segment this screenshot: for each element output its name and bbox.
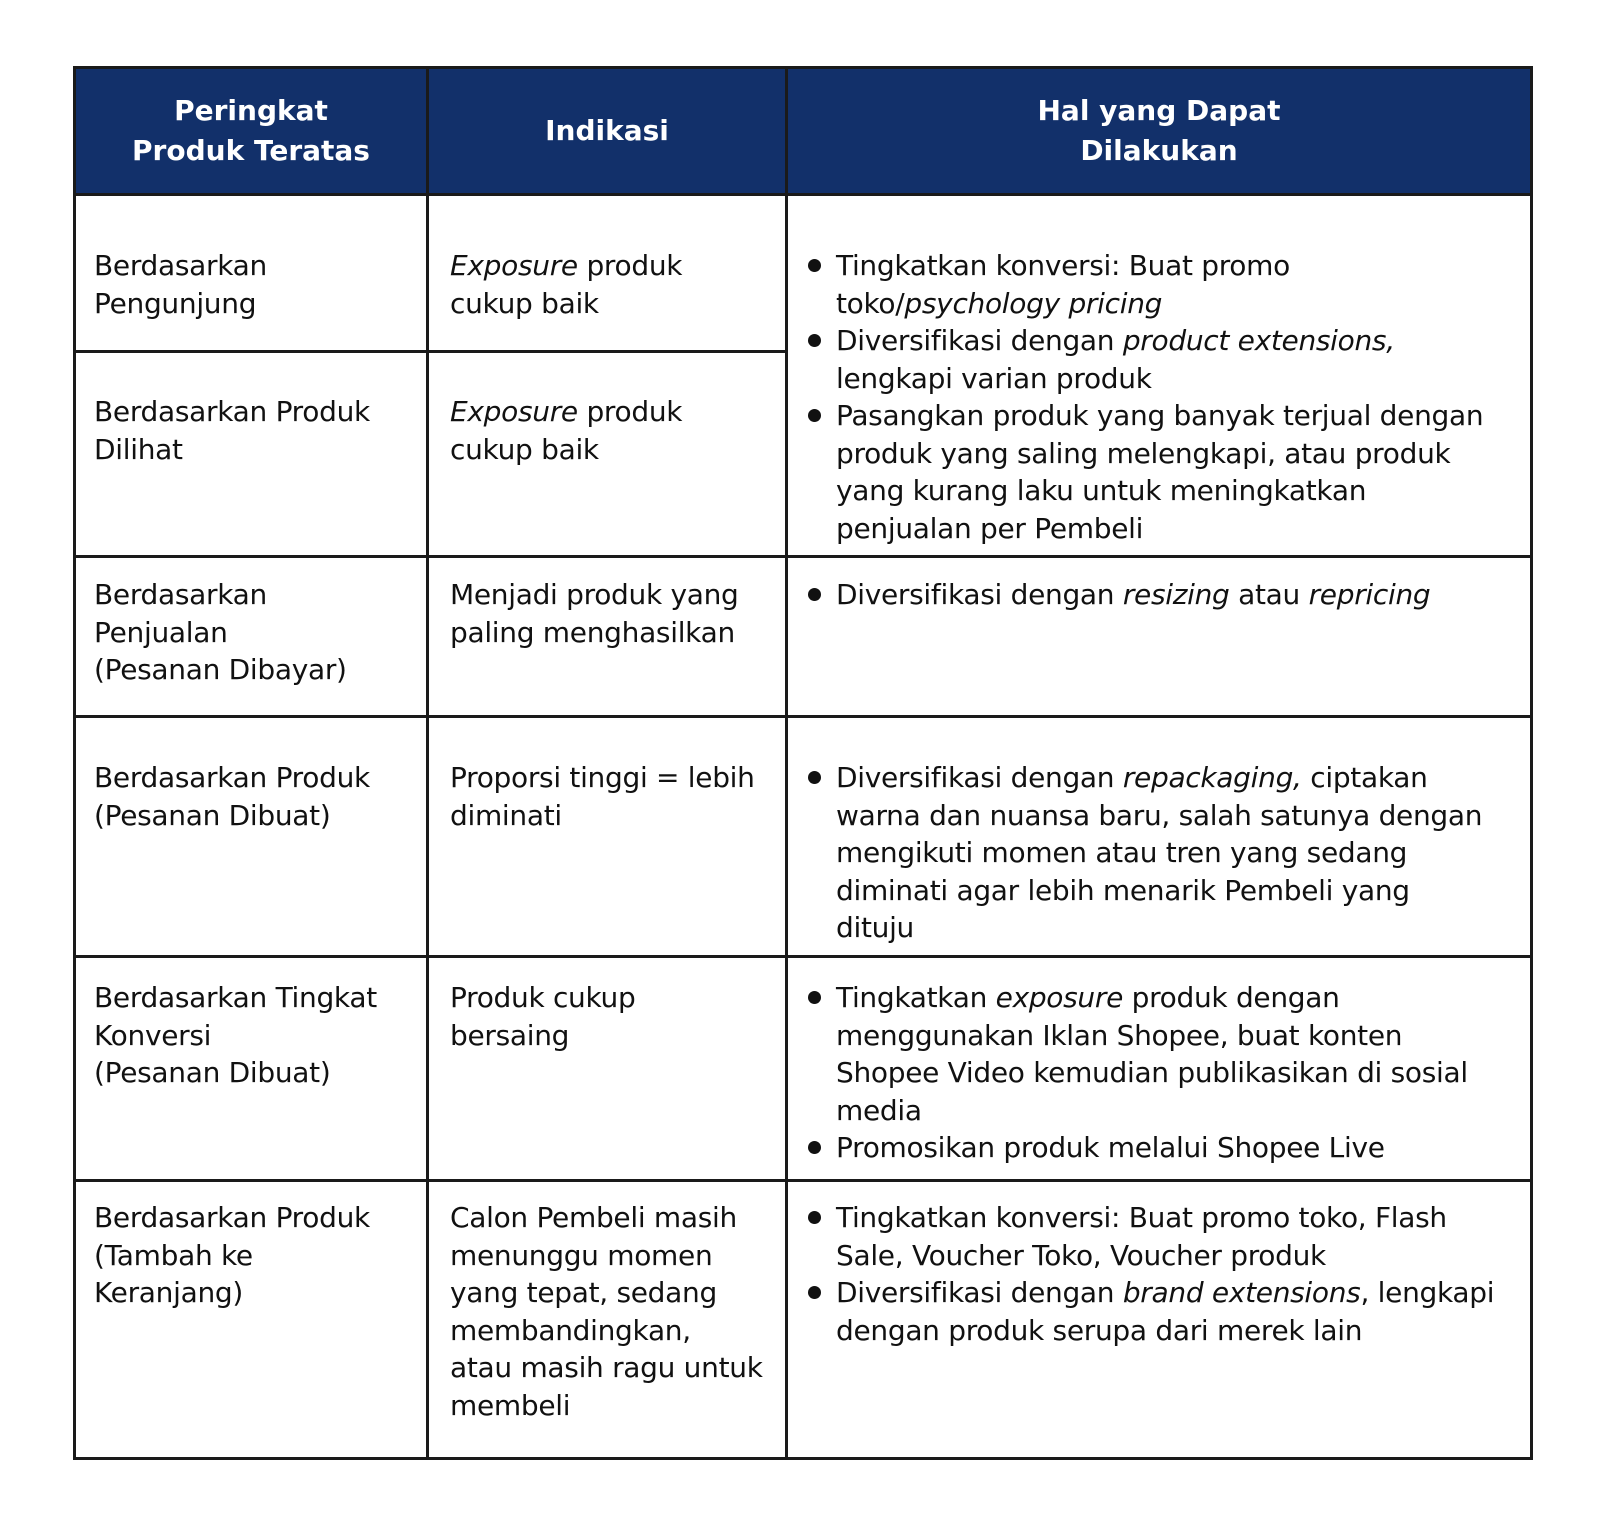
bullet-icon <box>808 588 821 601</box>
row-divider <box>76 350 788 353</box>
row-indication-cart: Calon Pembeli masih menunggu momen yang tepat, sedang membandingkan, atau masih ragu untuk membeli <box>450 1201 763 1422</box>
bullet-icon <box>808 1211 821 1224</box>
bullet-icon <box>808 259 821 272</box>
actions-group-exposure <box>808 247 1508 547</box>
list-item: Tingkatkan konversi: Buat promo toko/psychology pricing <box>808 247 1508 322</box>
row-criteria-cart: Berdasarkan Produk (Tambah ke Keranjang) <box>94 1201 370 1309</box>
actions-group-sales <box>808 576 1508 614</box>
bullet-icon <box>808 334 821 347</box>
row-indication-conversion: Produk cukup bersaing <box>450 981 636 1052</box>
row-indication-sales: Menjadi produk yang paling menghasilkan <box>450 578 739 649</box>
row-indication-orders: Proporsi tinggi = lebih diminati <box>450 761 755 832</box>
list-item: Diversifikasi dengan repackaging, ciptakan warna dan nuansa baru, salah satunya dengan mengikuti momen atau tren yang sedang diminati agar lebih menarik Pembeli yang dituju <box>808 759 1508 947</box>
row-criteria-viewed: Berdasarkan Produk Dilihat <box>94 395 370 466</box>
row-divider <box>76 555 1530 558</box>
row-indication-viewed: Exposure produk cukup baik <box>450 395 683 466</box>
row-criteria-sales: Berdasarkan Penjualan (Pesanan Dibayar) <box>94 578 347 686</box>
bullet-icon <box>808 409 821 422</box>
list-item: Promosikan produk melalui Shopee Live <box>808 1129 1508 1167</box>
row-divider <box>76 1179 1530 1182</box>
column-divider <box>785 69 788 1460</box>
header-cell-indication: Indikasi <box>545 114 669 147</box>
actions-group-cart <box>808 1199 1508 1349</box>
list-item: Diversifikasi dengan brand extensions, lengkapi dengan produk serupa dari merek lain <box>808 1274 1508 1349</box>
row-divider <box>76 955 1530 958</box>
row-criteria-orders: Berdasarkan Produk (Pesanan Dibuat) <box>94 761 370 832</box>
list-item: Diversifikasi dengan product extensions, lengkapi varian produk <box>808 322 1508 397</box>
comparison-table <box>73 66 1533 1460</box>
row-divider <box>76 715 1530 718</box>
actions-group-conversion <box>808 979 1508 1167</box>
bullet-icon <box>808 1286 821 1299</box>
row-criteria-conversion: Berdasarkan Tingkat Konversi (Pesanan Dibuat) <box>94 981 377 1089</box>
bullet-icon <box>808 1141 821 1154</box>
header-cell-rank: Peringkat Produk Teratas <box>132 94 370 167</box>
list-item: Tingkatkan konversi: Buat promo toko, Flash Sale, Voucher Toko, Voucher produk <box>808 1199 1508 1274</box>
list-item: Tingkatkan exposure produk dengan menggunakan Iklan Shopee, buat konten Shopee Video kemudian publikasikan di sosial media <box>808 979 1508 1129</box>
bullet-icon <box>808 771 821 784</box>
header-cell-actions: Hal yang Dapat Dilakukan <box>1037 94 1281 167</box>
list-item: Diversifikasi dengan resizing atau repricing <box>808 576 1508 614</box>
row-indication-visitors: Exposure produk cukup baik <box>450 249 683 320</box>
actions-group-orders <box>808 759 1508 947</box>
column-divider <box>426 69 429 1460</box>
row-criteria-visitors: Berdasarkan Pengunjung <box>94 249 267 320</box>
list-item: Pasangkan produk yang banyak terjual dengan produk yang saling melengkapi, atau produk yang kurang laku untuk meningkatkan penjualan per Pembeli <box>808 397 1508 547</box>
bullet-icon <box>808 991 821 1004</box>
